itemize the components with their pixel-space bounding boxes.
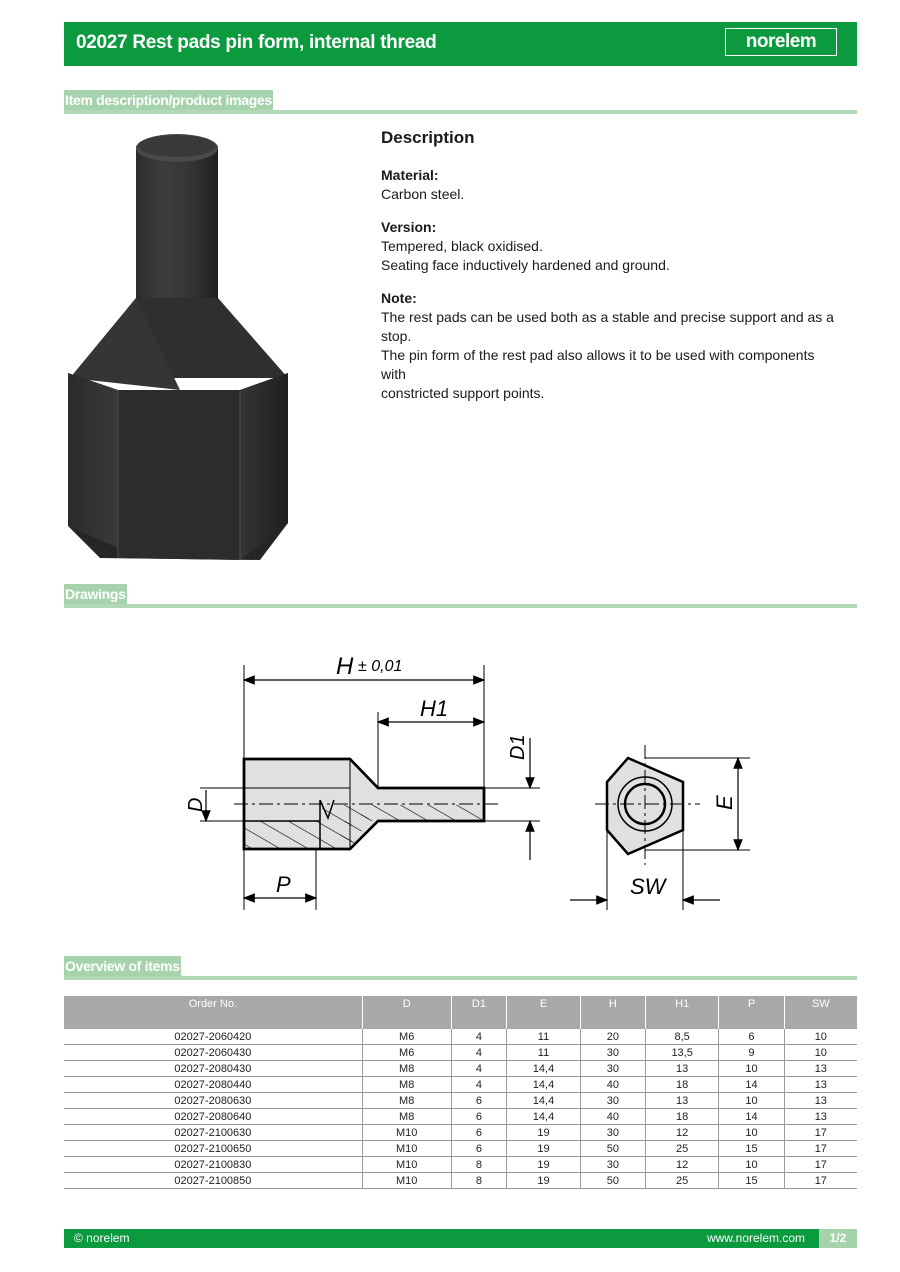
table-cell: 40	[580, 1077, 645, 1093]
table-cell: 4	[451, 1077, 507, 1093]
table-cell: 4	[451, 1045, 507, 1061]
table-row	[64, 1157, 857, 1173]
dim-d1-label: D1	[507, 734, 529, 760]
section-label: Overview of items	[65, 958, 180, 974]
section-divider	[64, 604, 857, 608]
table-cell: 18	[645, 1077, 718, 1093]
version-text-2: Seating face inductively hardened and ground.	[381, 257, 670, 273]
table-cell: 13	[784, 1077, 857, 1093]
copyright: © norelem	[74, 1231, 130, 1245]
column-header: P	[719, 996, 784, 1029]
table-cell: 6	[451, 1125, 507, 1141]
table-cell: M8	[362, 1109, 451, 1125]
table-cell: 17	[784, 1125, 857, 1141]
table-cell: M10	[362, 1157, 451, 1173]
table-cell: 12	[645, 1157, 718, 1173]
table-cell: M10	[362, 1173, 451, 1189]
note-label: Note:	[381, 290, 417, 306]
table-cell: 10	[784, 1045, 857, 1061]
note-text-1: The rest pads can be used both as a stable and precise support and as a stop.	[381, 309, 834, 344]
table-row	[64, 1045, 857, 1061]
table-cell: 02027-2080630	[64, 1093, 362, 1109]
table-cell: 50	[580, 1141, 645, 1157]
table-cell: 19	[507, 1141, 580, 1157]
table-row	[64, 1077, 857, 1093]
technical-drawing	[170, 640, 760, 930]
table-cell: M6	[362, 1029, 451, 1045]
description-block	[381, 128, 841, 403]
table-cell: 30	[580, 1125, 645, 1141]
column-header: D1	[451, 996, 507, 1029]
section-divider	[64, 976, 857, 980]
table-cell: 13,5	[645, 1045, 718, 1061]
table-cell: 19	[507, 1157, 580, 1173]
dim-h1-label: H1	[420, 696, 449, 721]
table-cell: M10	[362, 1141, 451, 1157]
version-label: Version:	[381, 219, 437, 235]
table-row	[64, 1029, 857, 1045]
table-cell: 9	[719, 1045, 784, 1061]
column-header: H	[580, 996, 645, 1029]
table-cell: 10	[719, 1125, 784, 1141]
dim-h-tolerance: ± 0,01	[358, 658, 403, 675]
section-overview	[64, 956, 857, 980]
footer-bar	[64, 1229, 857, 1248]
table-cell: 25	[645, 1173, 718, 1189]
table-cell: 14,4	[507, 1093, 580, 1109]
table-cell: 17	[784, 1141, 857, 1157]
dim-h-label: H	[336, 653, 354, 680]
table-cell: 02027-2100650	[64, 1141, 362, 1157]
table-cell: 13	[784, 1061, 857, 1077]
note-text-2: The pin form of the rest pad also allows it to be used with components with	[381, 347, 815, 382]
table-cell: 13	[784, 1109, 857, 1125]
dim-p-label: P	[276, 872, 291, 897]
note-text-3: constricted support points.	[381, 385, 545, 401]
table-cell: 18	[645, 1109, 718, 1125]
table-cell: 13	[645, 1061, 718, 1077]
header-bar	[64, 22, 857, 66]
table-row	[64, 1109, 857, 1125]
table-cell: 6	[719, 1029, 784, 1045]
dim-d-label: D	[185, 797, 207, 812]
table-cell: 14,4	[507, 1109, 580, 1125]
table-cell: 8	[451, 1157, 507, 1173]
table-cell: 14	[719, 1077, 784, 1093]
table-cell: 10	[719, 1061, 784, 1077]
table-cell: 02027-2080640	[64, 1109, 362, 1125]
table-cell: 20	[580, 1029, 645, 1045]
column-header: E	[507, 996, 580, 1029]
version-text-1: Tempered, black oxidised.	[381, 238, 543, 254]
section-label: Item description/product images	[65, 92, 272, 108]
column-header: D	[362, 996, 451, 1029]
table-cell: 12	[645, 1125, 718, 1141]
table-cell: 40	[580, 1109, 645, 1125]
page-title: 02027 Rest pads pin form, internal thread	[76, 32, 437, 53]
table-cell: M8	[362, 1093, 451, 1109]
product-image	[60, 128, 300, 568]
dim-e-label: E	[712, 795, 737, 810]
table-cell: 10	[719, 1093, 784, 1109]
table-cell: 19	[507, 1125, 580, 1141]
table-cell: 14,4	[507, 1077, 580, 1093]
section-label: Drawings	[65, 586, 126, 602]
page-number: 1/2	[819, 1229, 857, 1248]
description-heading: Description	[381, 128, 475, 147]
table-cell: 15	[719, 1141, 784, 1157]
table-cell: M8	[362, 1077, 451, 1093]
table-cell: 30	[580, 1045, 645, 1061]
table-cell: 4	[451, 1029, 507, 1045]
column-header: SW	[784, 996, 857, 1029]
table-cell: 11	[507, 1029, 580, 1045]
table-body	[64, 1029, 857, 1189]
section-item-description	[64, 90, 857, 114]
table-cell: 8,5	[645, 1029, 718, 1045]
table-row	[64, 1141, 857, 1157]
column-header: H1	[645, 996, 718, 1029]
table-cell: 17	[784, 1173, 857, 1189]
table-cell: 02027-2100630	[64, 1125, 362, 1141]
table-cell: 15	[719, 1173, 784, 1189]
table-row	[64, 1093, 857, 1109]
section-drawings	[64, 584, 857, 608]
table-cell: 25	[645, 1141, 718, 1157]
column-header: Order No.	[64, 996, 362, 1029]
norelem-logo[interactable]: norelem	[725, 28, 837, 56]
table-cell: 30	[580, 1093, 645, 1109]
table-cell: 6	[451, 1109, 507, 1125]
table-cell: 13	[784, 1093, 857, 1109]
table-cell: 10	[784, 1029, 857, 1045]
table-cell: 17	[784, 1157, 857, 1173]
material-text: Carbon steel.	[381, 186, 465, 202]
table-cell: 02027-2100830	[64, 1157, 362, 1173]
table-cell: 14	[719, 1109, 784, 1125]
table-cell: 02027-2080440	[64, 1077, 362, 1093]
table-row	[64, 1061, 857, 1077]
table-cell: M8	[362, 1061, 451, 1077]
table-cell: 02027-2060420	[64, 1029, 362, 1045]
table-cell: M6	[362, 1045, 451, 1061]
table-cell: 02027-2080430	[64, 1061, 362, 1077]
table-header-row	[64, 996, 857, 1029]
table-cell: 8	[451, 1173, 507, 1189]
table-cell: 6	[451, 1093, 507, 1109]
table-cell: 4	[451, 1061, 507, 1077]
table-row	[64, 1125, 857, 1141]
table-cell: 02027-2060430	[64, 1045, 362, 1061]
material-label: Material:	[381, 167, 439, 183]
table-cell: 30	[580, 1157, 645, 1173]
table-cell: 02027-2100850	[64, 1173, 362, 1189]
table-cell: 14,4	[507, 1061, 580, 1077]
table-row	[64, 1173, 857, 1189]
table-cell: 50	[580, 1173, 645, 1189]
section-divider	[64, 110, 857, 114]
table-cell: 19	[507, 1173, 580, 1189]
items-table	[64, 996, 857, 1189]
table-cell: 13	[645, 1093, 718, 1109]
table-cell: 10	[719, 1157, 784, 1173]
table-cell: M10	[362, 1125, 451, 1141]
table-cell: 11	[507, 1045, 580, 1061]
table-cell: 30	[580, 1061, 645, 1077]
table-cell: 6	[451, 1141, 507, 1157]
website-link[interactable]: www.norelem.com	[706, 1231, 805, 1245]
dim-sw-label: SW	[630, 874, 666, 899]
